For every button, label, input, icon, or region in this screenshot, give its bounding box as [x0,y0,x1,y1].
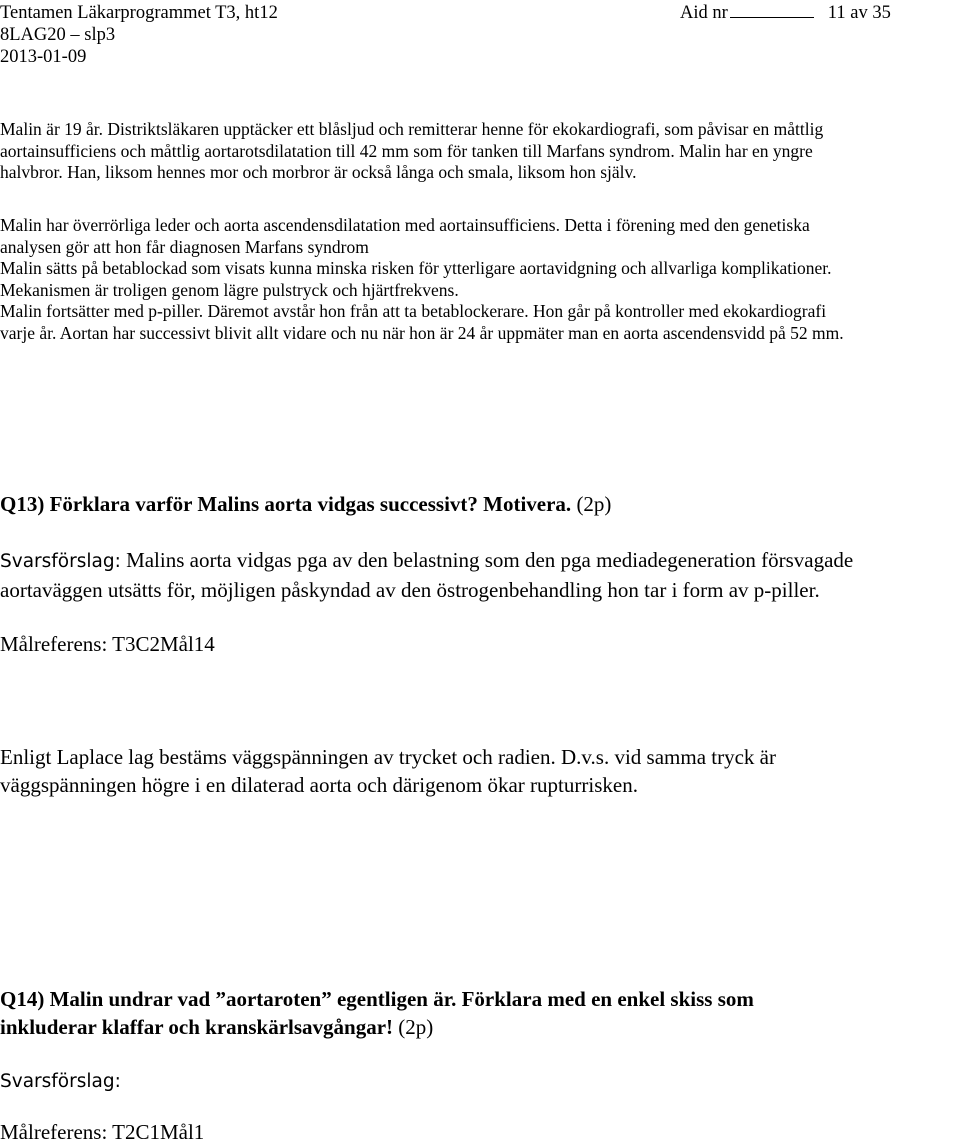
aid-number-blank [730,2,814,18]
page-header [0,2,960,68]
case-paragraph-1 [0,119,958,184]
q13-answer [0,546,960,604]
q14-question-line-2: inkluderar klaffar och kranskärlsavgångar! [0,1015,394,1039]
q13-answer-label: Svarsförslag: [0,551,121,572]
q14-answer-label: Svarsförslag: [0,1071,121,1092]
case-line: Malin fortsätter med p-piller. Däremot avstår hon från att ta betablockerare. Hon går på kontroller med ekokardiografi [0,301,827,321]
laplace-paragraph [0,743,960,799]
case-line: Malin är 19 år. Distriktsläkaren upptäcker ett blåsljud och remitterar henne för ekokardiografi, som påvisar en måttlig [0,119,824,139]
q14-reference [0,1118,960,1146]
q13-answer-line-2: aortaväggen utsätts för, möjligen påskyndad av den östrogenbehandling hon tar i form av p-piller. [0,578,820,602]
q14-answer [0,1068,960,1096]
case-line: varje år. Aortan har successivt blivit allt vidare och nu när hon är 24 år uppmäter man en aorta ascendensvidd på 52 mm. [0,322,844,343]
laplace-line: väggspänningen högre i en dilaterad aorta och därigenom ökar rupturrisken. [0,773,638,797]
q14-reference-text: Målreferens: T2C1Mål1 [0,1120,205,1144]
q14-question-line-1: Q14) Malin undrar vad ”aortaroten” egentligen är. Förklara med en enkel skiss som [0,987,754,1011]
header-row-2 [0,24,960,46]
q13-reference-text: Målreferens: T3C2Mål14 [0,632,215,656]
q13-question [0,490,960,518]
q13-points: (2p) [576,492,612,516]
q13-answer-line-1: Malins aorta vidgas pga av den belastning som den pga mediadegeneration försvagade [126,548,854,572]
aid-label: Aid nr [680,3,728,23]
page-number: 11 av 35 [827,3,891,23]
header-row-1 [0,2,960,24]
case-line: Malin har överrörliga leder och aorta ascendensdilatation med aortainsufficiens. Detta i förening med den genetiska [0,215,810,235]
header-row-3 [0,46,960,68]
laplace-line: Enligt Laplace lag bestäms väggspänningen av trycket och radien. D.v.s. vid samma tryck är [0,745,776,769]
case-line: aortainsufficiens och måttlig aortarotsdilatation till 42 mm som för tanken till Marfans syndrom. Malin har en yngre [0,140,813,161]
exam-date: 2013-01-09 [0,47,87,67]
q14-question [0,985,960,1041]
case-line: Malin sätts på betablockad som visats kunna minska risken för ytterligare aortavidgning och allvarliga komplikationer. [0,258,832,278]
case-line: Mekanismen är troligen genom lägre pulstryck och hjärtfrekvens. [0,279,459,300]
course-code: 8LAG20 – slp3 [0,25,116,45]
q14-points: (2p) [398,1015,434,1039]
q13-reference [0,630,960,658]
case-line: halvbror. Han, liksom hennes mor och morbror är också långa och smala, liksom hon själv. [0,162,637,182]
exam-title: Tentamen Läkarprogrammet T3, ht12 [0,3,278,23]
q13-question-text: Q13) Förklara varför Malins aorta vidgas successivt? Motivera. [0,492,572,516]
aid-and-page [680,2,891,24]
case-paragraph-2 [0,215,958,344]
case-line: analysen gör att hon får diagnosen Marfans syndrom [0,236,369,257]
